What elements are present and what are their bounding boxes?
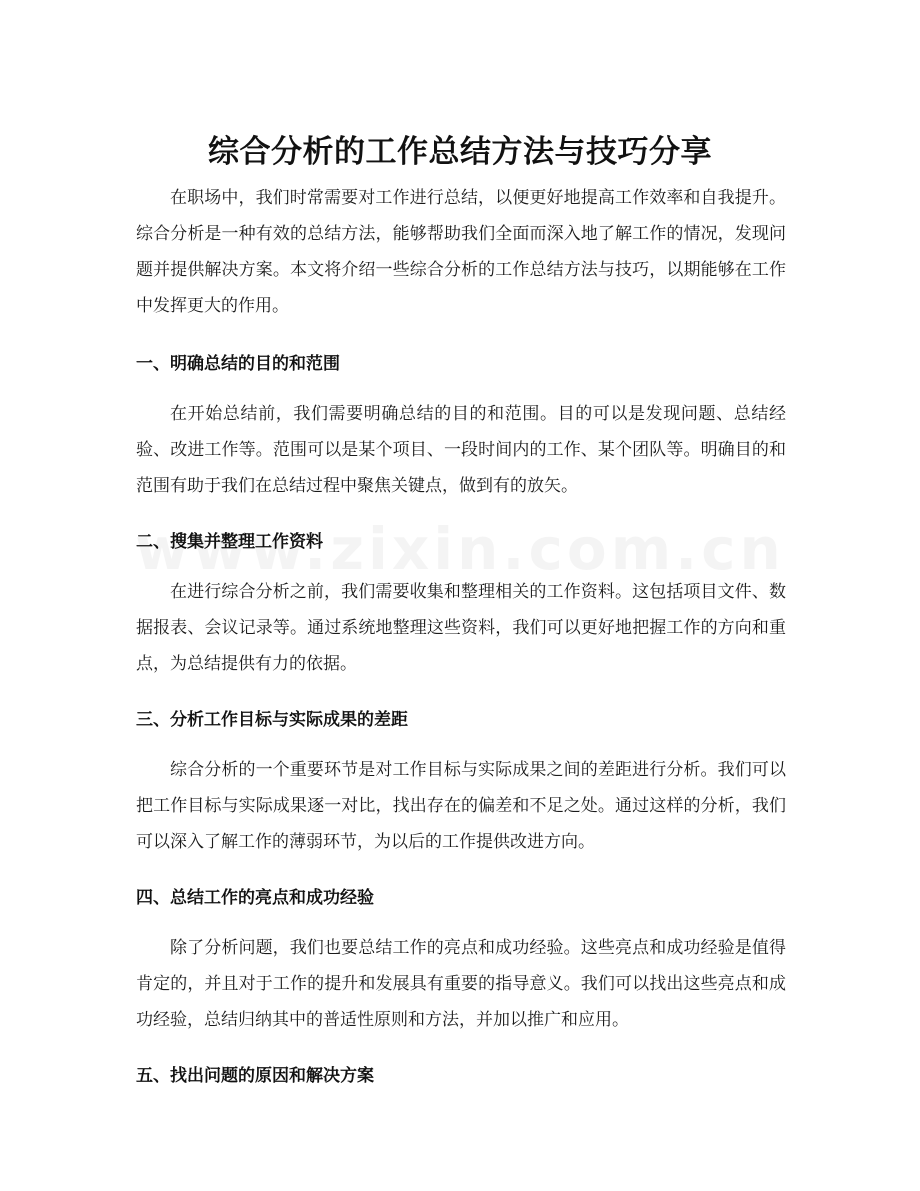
section-2-paragraph: 在进行综合分析之前，我们需要收集和整理相关的工作资料。这包括项目文件、数据报表、会议记录等。通过系统地整理这些资料，我们可以更好地把握工作的方向和重点，为总结提供有力的依据。 (136, 582, 786, 674)
intro-paragraph: 在职场中，我们时常需要对工作进行总结，以便更好地提高工作效率和自我提升。综合分析是一种有效的总结方法，能够帮助我们全面而深入地了解工作的情况，发现问题并提供解决方案。本文将介绍一些综合分析的工作总结方法与技巧，以期能够在工作中发挥更大的作用。 (136, 188, 786, 316)
section-5-heading: 五、找出问题的原因和解决方案 (136, 1066, 374, 1086)
section-1-heading: 一、明确总结的目的和范围 (136, 354, 340, 374)
section-4-paragraph: 除了分析问题，我们也要总结工作的亮点和成功经验。这些亮点和成功经验是值得肯定的，并且对于工作的提升和发展具有重要的指导意义。我们可以找出这些亮点和成功经验，总结归纳其中的普适性原则和方法，并加以推广和应用。 (136, 938, 786, 1030)
section-3-heading: 三、分析工作目标与实际成果的差距 (136, 710, 408, 730)
section-4-heading: 四、总结工作的亮点和成功经验 (136, 888, 374, 908)
section-1-paragraph: 在开始总结前，我们需要明确总结的目的和范围。目的可以是发现问题、总结经验、改进工作等。范围可以是某个项目、一段时间内的工作、某个团队等。明确目的和范围有助于我们在总结过程中聚焦关键点，做到有的放矢。 (136, 404, 786, 496)
page-title: 综合分析的工作总结方法与技巧分享 (208, 133, 712, 170)
section-3-paragraph: 综合分析的一个重要环节是对工作目标与实际成果之间的差距进行分析。我们可以把工作目标与实际成果逐一对比，找出存在的偏差和不足之处。通过这样的分析，我们可以深入了解工作的薄弱环节，为以后的工作提供改进方向。 (136, 760, 786, 852)
section-2-heading: 二、搜集并整理工作资料 (136, 532, 323, 552)
document-body (136, 180, 786, 1108)
